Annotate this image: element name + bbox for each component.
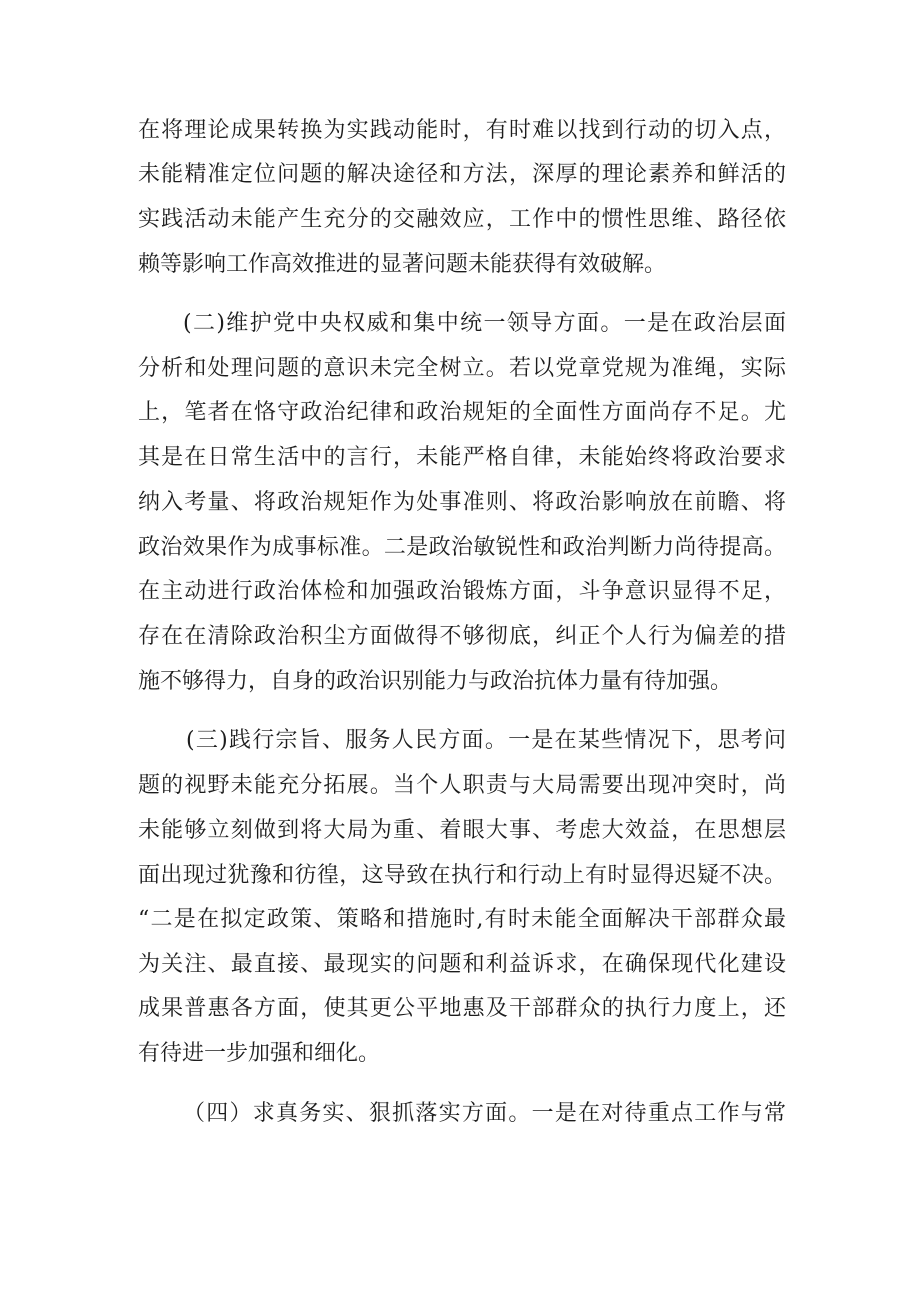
section-heading-line: (三)践行宗旨、服务人民方面。一是在某些情况下，思考问 xyxy=(186,728,786,753)
paragraph-line: 存在在清除政治积尘方面做得不够彻底，纠正个人行为偏差的措 xyxy=(138,624,786,649)
paragraph-line: 成果普惠各方面，使其更公平地惠及干部群众的执行力度上，还 xyxy=(138,996,786,1021)
paragraph-line: 上，笔者在恪守政治纪律和政治规矩的全面性方面尚存不足。尤 xyxy=(138,400,786,425)
paragraph-line: 未能精准定位问题的解决途径和方法，深厚的理论素养和鲜活的 xyxy=(138,162,786,187)
paragraph-line: 纳入考量、将政治规矩作为处事准则、将政治影响放在前瞻、将 xyxy=(138,490,786,515)
paragraph-line: 实践活动未能产生充分的交融效应，工作中的惯性思维、路径依 xyxy=(138,207,786,232)
paragraph-line: 未能够立刻做到将大局为重、着眼大事、考虑大效益，在思想层 xyxy=(138,818,786,843)
paragraph-line: 政治效果作为成事标准。二是政治敏锐性和政治判断力尚待提高。 xyxy=(138,535,786,560)
paragraph-line: 赖等影响工作高效推进的显著问题未能获得有效破解。 xyxy=(138,252,667,277)
paragraph-line: 施不够得力，自身的政治识别能力与政治抗体力量有待加强。 xyxy=(138,669,733,694)
paragraph-line: 在将理论成果转换为实践动能时，有时难以找到行动的切入点， xyxy=(138,118,786,143)
paragraph-line: 面出现过犹豫和彷徨，这导致在执行和行动上有时显得迟疑不决。 xyxy=(138,863,786,888)
paragraph-line: 其是在日常生活中的言行，未能严格自律，未能始终将政治要求 xyxy=(138,445,786,470)
paragraph-line: 为关注、最直接、最现实的问题和利益诉求，在确保现代化建设 xyxy=(138,952,786,977)
paragraph-line: 分析和处理问题的意识未完全树立。若以党章党规为准绳，实际 xyxy=(138,356,786,381)
paragraph-line: 在主动进行政治体检和加强政治锻炼方面，斗争意识显得不足， xyxy=(138,579,786,604)
paragraph-line: 题的视野未能充分拓展。当个人职责与大局需要出现冲突时，尚 xyxy=(138,773,786,798)
section-heading-line: (二)维护党中央权威和集中统一领导方面。一是在政治层面 xyxy=(183,311,786,336)
paragraph-line: “二是在拟定政策、策略和措施时,有时未能全面解决干部群众最 xyxy=(138,907,786,932)
section-heading-line: （四）求真务实、狠抓落实方面。一是在对待重点工作与常 xyxy=(183,1101,786,1126)
paragraph-line: 有待进一步加强和细化。 xyxy=(138,1041,381,1066)
